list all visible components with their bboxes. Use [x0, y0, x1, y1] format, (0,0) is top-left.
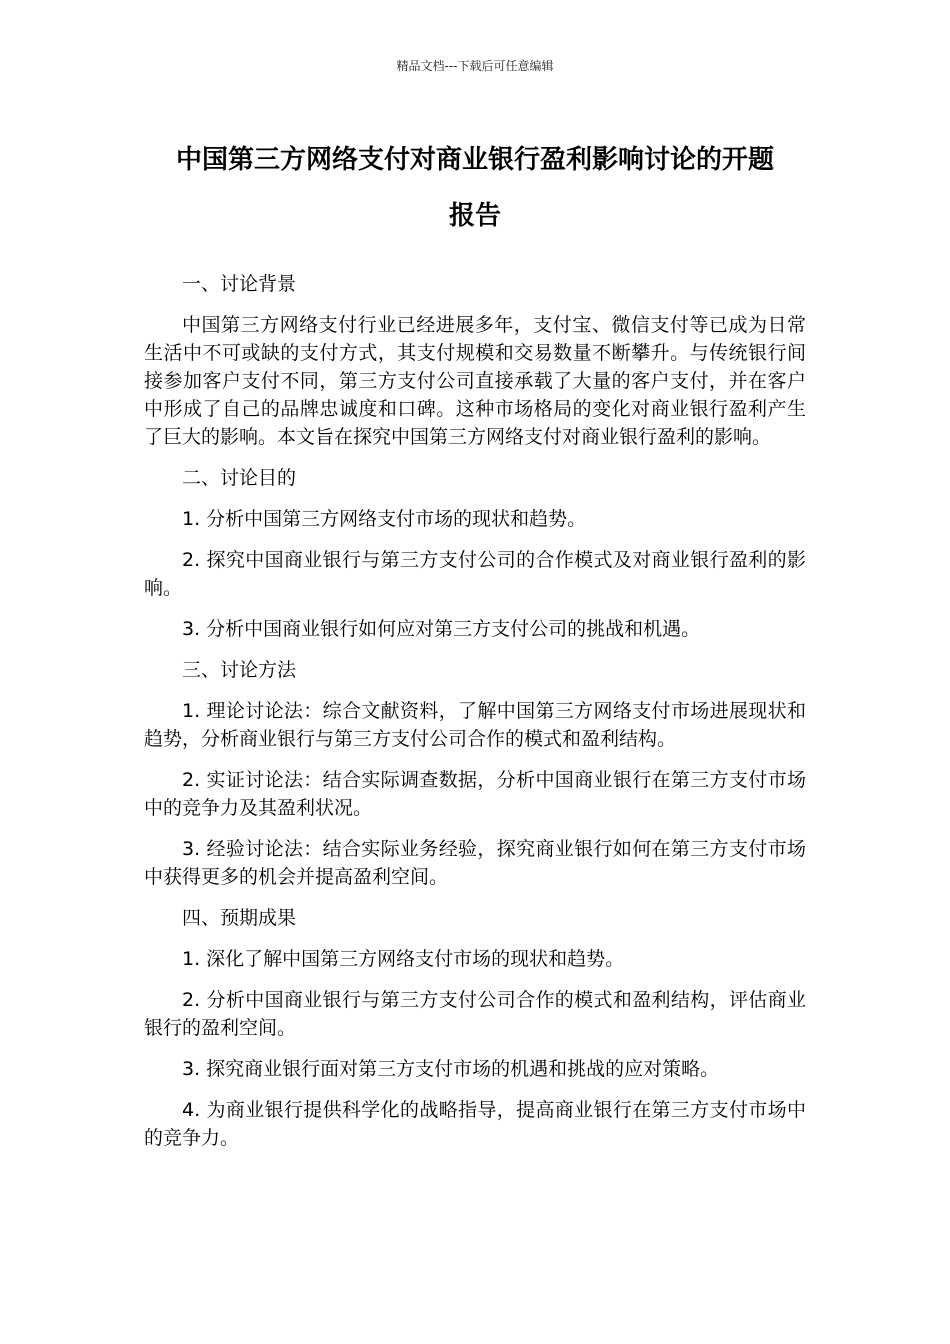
section-heading-background: 一、讨论背景 — [182, 273, 297, 295]
method-item-1: 1. 理论讨论法：综合文献资料，了解中国第三方网络支付市场进展现状和趋势，分析商业银行与第三方支付公司合作的模式和盈利结构。 — [144, 700, 806, 750]
document-title — [120, 132, 830, 244]
background-paragraph: 中国第三方网络支付行业已经进展多年，支付宝、微信支付等已成为日常生活中不可或缺的支付方式，其支付规模和交易数量不断攀升。与传统银行间接参加客户支付不同，第三方支付公司直接承载了大量的客户支付，并在客户中形成了自己的品牌忠诚度和口碑。这种市场格局的变化对商业银行盈利产生了巨大的影响。本文旨在探究中国第三方网络支付对商业银行盈利的影响。 — [144, 314, 806, 448]
method-item-3: 3. 经验讨论法：结合实际业务经验，探究商业银行如何在第三方支付市场中获得更多的机会并提高盈利空间。 — [144, 838, 806, 888]
purpose-item-1: 1. 分析中国第三方网络支付市场的现状和趋势。 — [182, 508, 587, 530]
page-header: 精品文档---下载后可任意编辑 — [396, 59, 554, 73]
title-line-1: 中国第三方网络支付对商业银行盈利影响讨论的开题 — [175, 145, 774, 175]
outcome-item-4: 4. 为商业银行提供科学化的战略指导，提高商业银行在第三方支付市场中的竞争力。 — [144, 1099, 806, 1149]
outcome-item-1: 1. 深化了解中国第三方网络支付市场的现状和趋势。 — [182, 948, 625, 970]
outcome-item-3: 3. 探究商业银行面对第三方支付市场的机遇和挑战的应对策略。 — [182, 1058, 720, 1080]
section-heading-purpose: 二、讨论目的 — [182, 467, 297, 489]
method-item-2: 2. 实证讨论法：结合实际调查数据，分析中国商业银行在第三方支付市场中的竞争力及其盈利状况。 — [144, 769, 806, 819]
document-body — [144, 270, 806, 1165]
title-line-2: 报告 — [448, 201, 501, 231]
section-heading-outcomes: 四、预期成果 — [182, 907, 297, 929]
purpose-item-3: 3. 分析中国商业银行如何应对第三方支付公司的挑战和机遇。 — [182, 618, 701, 640]
outcome-item-2: 2. 分析中国商业银行与第三方支付公司合作的模式和盈利结构，评估商业银行的盈利空间。 — [144, 989, 806, 1039]
purpose-item-2: 2. 探究中国商业银行与第三方支付公司的合作模式及对商业银行盈利的影响。 — [144, 549, 806, 599]
section-heading-methods: 三、讨论方法 — [182, 659, 297, 681]
